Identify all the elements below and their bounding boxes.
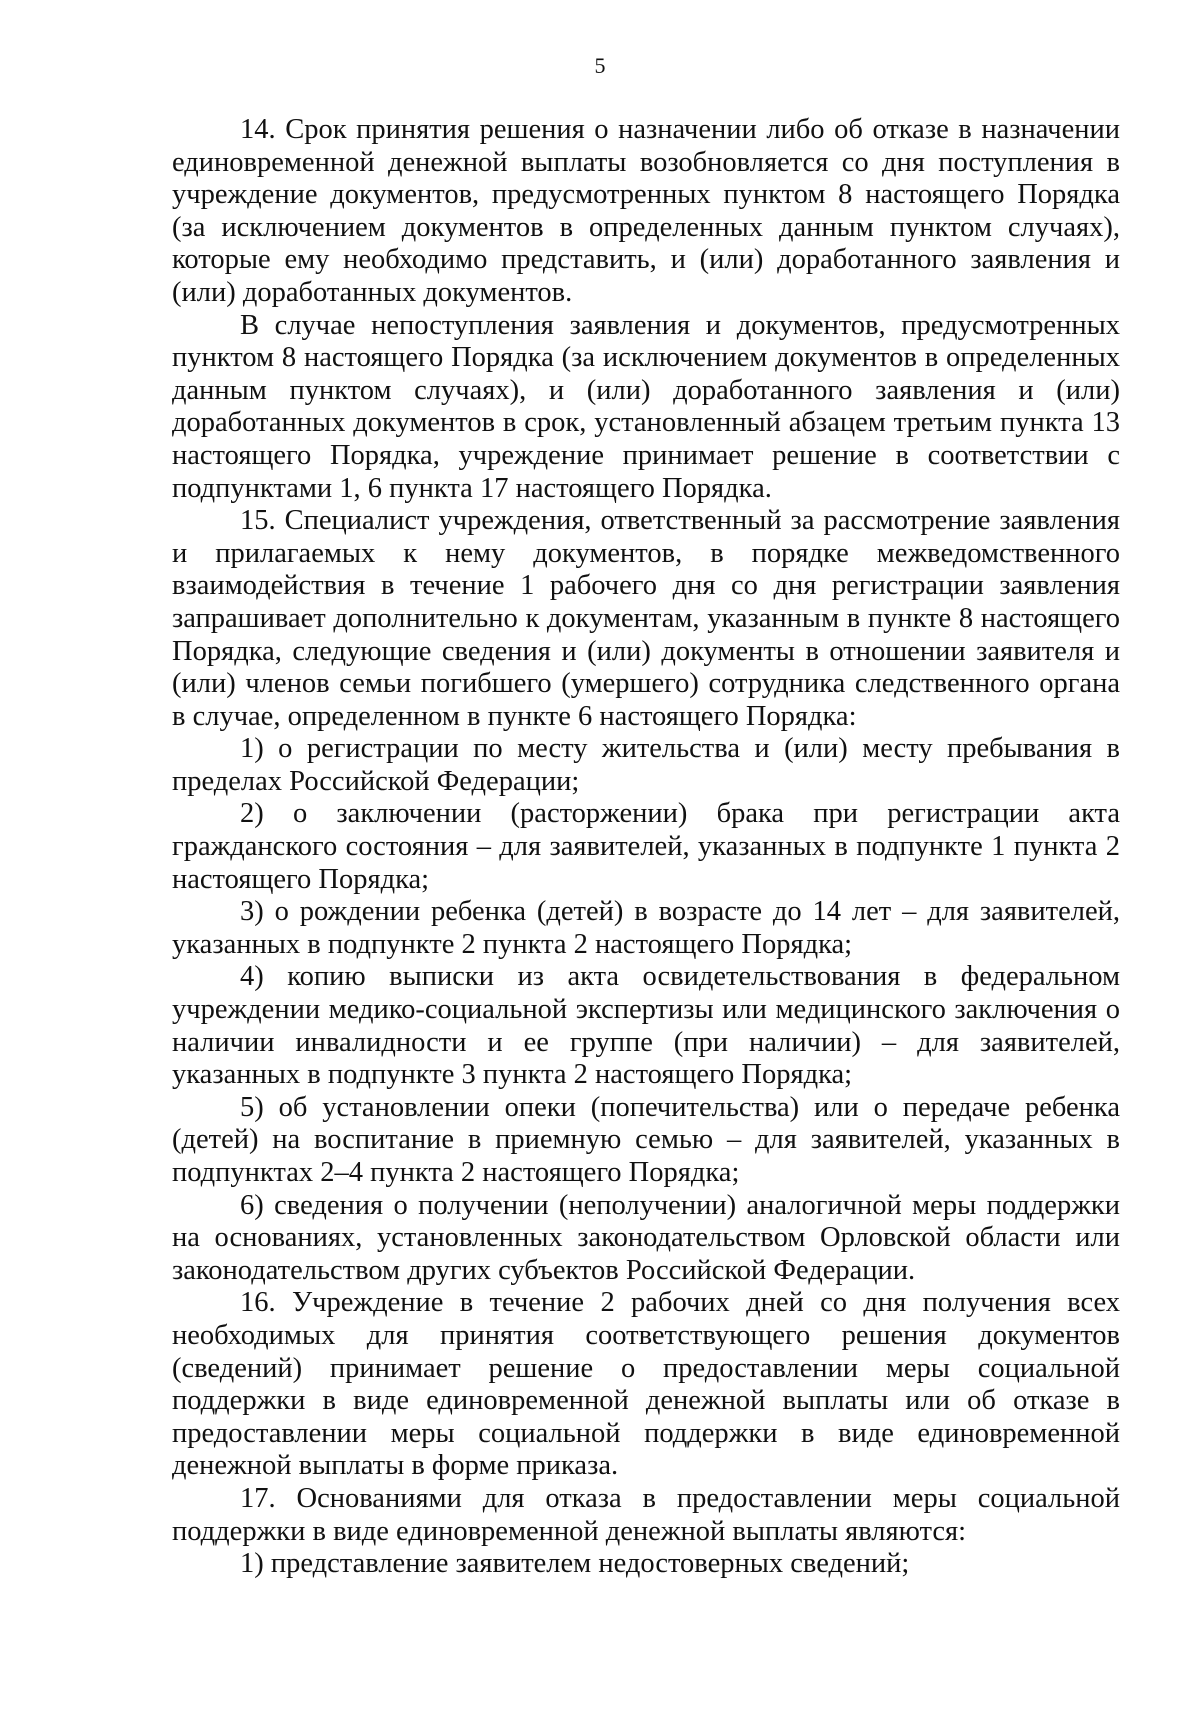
- list-item-15-6: 6) сведения о получении (неполучении) аналогичной меры поддержки на основаниях, установленных законодательством Орловской области или законодательством других субъектов Российской Федерации.: [172, 1189, 1120, 1286]
- document-body: [172, 114, 1120, 1581]
- paragraph-14: 14. Срок принятия решения о назначении либо об отказе в назначении единовременной денежной выплаты возобновляется со дня поступления в учреждение документов, предусмотренных пунктом 8 настоящего Порядка (за исключением документов в определенных данным пунктом случаях), которые ему необходимо представить, и (или) доработанного заявления и (или) доработанных документов.: [172, 114, 1120, 308]
- list-item-15-1: 1) о регистрации по месту жительства и (или) месту пребывания в пределах Российской Федерации;: [172, 733, 1120, 797]
- paragraph-16: 16. Учреждение в течение 2 рабочих дней со дня получения всех необходимых для принятия соответствующего решения документов (сведений) принимает решение о предоставлении меры социальной поддержки в виде единовременной денежной выплаты или об отказе в предоставлении меры социальной поддержки в виде единовременной денежной выплаты в форме приказа.: [172, 1287, 1120, 1482]
- list-item-17-1: 1) представление заявителем недостоверных сведений;: [240, 1548, 910, 1580]
- list-item-15-5: 5) об установлении опеки (попечительства) или о передаче ребенка (детей) на воспитание в приемную семью – для заявителей, указанных в подпунктах 2–4 пункта 2 настоящего Порядка;: [172, 1091, 1120, 1188]
- paragraph-15: 15. Специалист учреждения, ответственный за рассмотрение заявления и прилагаемых к нему документов, в порядке межведомственного взаимодействия в течение 1 рабочего дня со дня регистрации заявления запрашивает дополнительно к документам, указанным в пункте 8 настоящего Порядка, следующие сведения и (или) документы в отношении заявителя и (или) членов семьи погибшего (умершего) сотрудника следственного органа в случае, определенном в пункте 6 настоящего Порядка:: [172, 505, 1120, 732]
- page-number: 5: [594, 53, 606, 78]
- list-item-15-3: 3) о рождении ребенка (детей) в возрасте до 14 лет – для заявителей, указанных в подпункте 2 пункта 2 настоящего Порядка;: [172, 896, 1120, 960]
- paragraph-17: 17. Основаниями для отказа в предоставлении меры социальной поддержки в виде единовременной денежной выплаты являются:: [172, 1482, 1120, 1547]
- list-item-15-4: 4) копию выписки из акта освидетельствования в федеральном учреждении медико-социальной экспертизы или медицинского заключения о наличии инвалидности и ее группе (при наличии) – для заявителей, указанных в подпункте 3 пункта 2 настоящего Порядка;: [172, 961, 1120, 1091]
- list-item-15-2: 2) о заключении (расторжении) брака при регистрации акта гражданского состояния – для заявителей, указанных в подпункте 1 пункта 2 настоящего Порядка;: [172, 798, 1120, 895]
- paragraph-14-non-receipt: В случае непоступления заявления и документов, предусмотренных пунктом 8 настоящего Порядка (за исключением документов в определенных данным пунктом случаях), и (или) доработанного заявления и (или) доработанных документов в срок, установленный абзацем третьим пункта 13 настоящего Порядка, учреждение принимает решение в соответствии с подпунктами 1, 6 пункта 17 настоящего Порядка.: [172, 309, 1120, 504]
